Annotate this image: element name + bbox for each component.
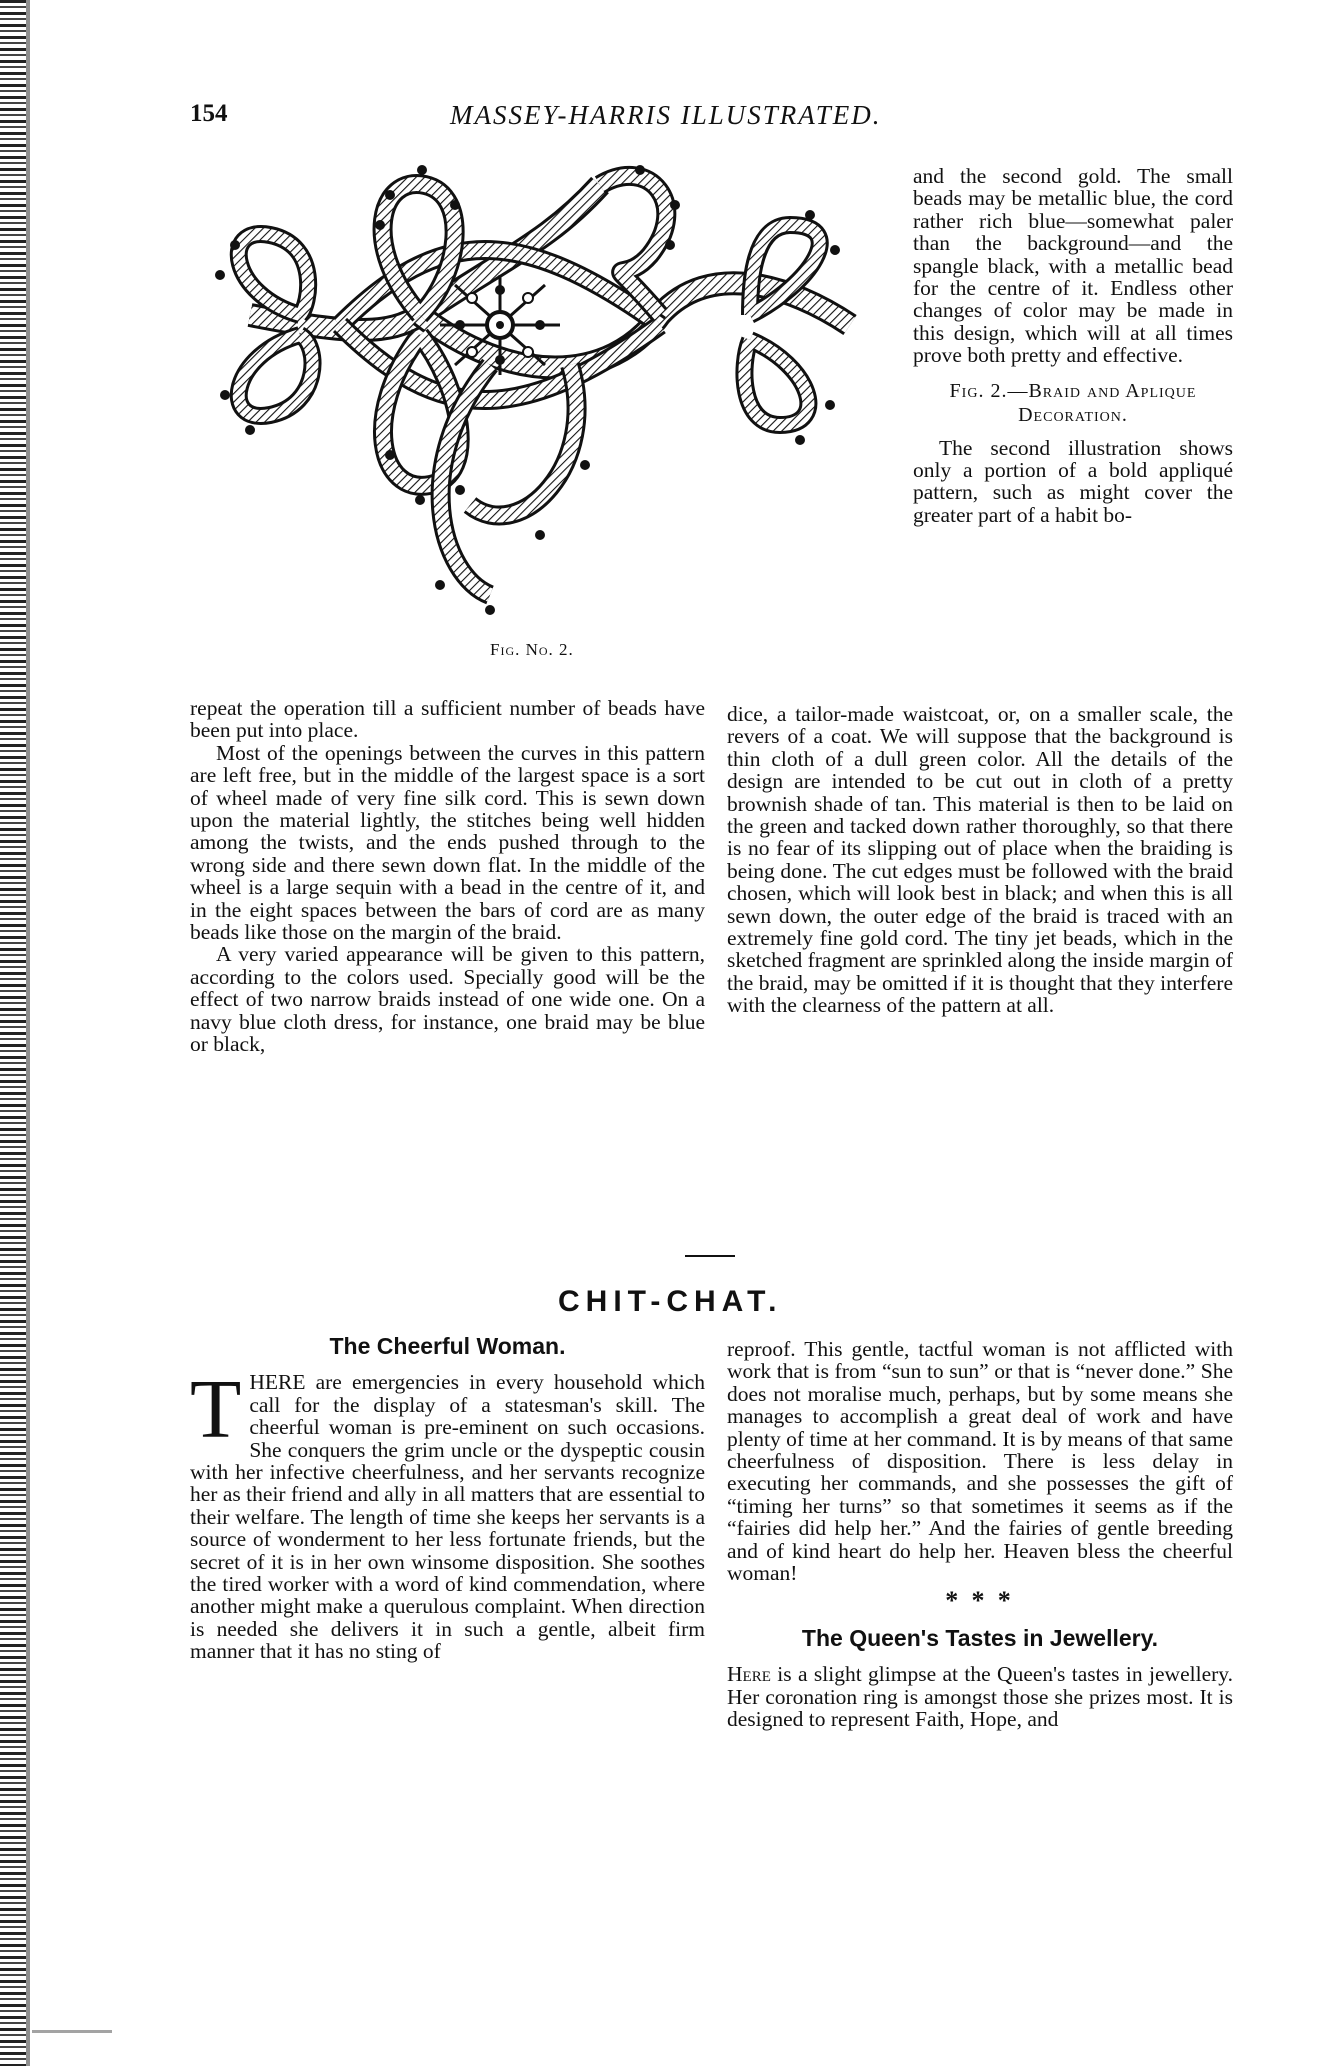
scan-artifact	[32, 2030, 112, 2033]
paragraph: Most of the openings between the curves in this pattern are left free, but in the middle of the largest space is a sort of wheel made of very fine silk cord. This is sewn down upon the material lightly, the stitches being well hidden among the twists, and the ends pushed through to the wrong side and there sewn down flat. In the middle of the wheel is a large sequin with a bead in the centre of it, and in the eight spaces between the bars of cord are as many beads like those on the margin of the braid.	[190, 740, 705, 945]
paragraph	[190, 1363, 705, 1664]
section-divider	[685, 1255, 735, 1257]
column-top-right-continued	[727, 703, 1233, 1017]
figure-caption: Fig. 2.—Braid and Aplique Decoration.	[949, 379, 1197, 426]
column-bottom-left	[190, 1335, 705, 1663]
drop-cap: T	[190, 1363, 242, 1457]
page-number: 154	[190, 100, 228, 127]
paragraph: dice, a tailor-made waistcoat, or, on a smaller scale, the revers of a coat. We will suppose that the background is thin cloth of a dull green color. All the details of the design are intended to be cut out in cloth of a pretty brownish shade of tan. This material is then to be laid on the green and tacked down rather thoroughly, so that there is no fear of its slipping out of place when the braiding is being done. The cut edges must be followed with the braid chosen, which will look best in black; and when this is all sewn down, the outer edge of the braid is traced with an extremely fine gold cord. The tiny jet beads, which in the sketched fragment are sprinkled along the inside margin of the braid, may be omitted if it is thought that they interfere with the clearness of the pattern at all.	[727, 702, 1233, 1018]
running-title: MASSEY-HARRIS ILLUSTRATED.	[450, 100, 882, 130]
section-title: CHIT-CHAT.	[558, 1285, 783, 1318]
centre-bead	[496, 321, 504, 329]
column-top-right	[913, 165, 1233, 526]
article-heading: The Queen's Tastes in Jewellery.	[801, 1624, 1159, 1651]
column-bottom-right	[727, 1338, 1233, 1731]
braid-pattern-illustration	[190, 165, 910, 645]
paragraph: and the second gold. The small beads may be metallic blue, the cord rather rich blue—somewhat paler than the background—and the spangle black, with a metallic bead for the centre of it. Endless other changes of color may be made in this design, which will at all times prove both pretty and effective.	[913, 164, 1233, 368]
figure-label: Fig. No. 2.	[490, 640, 574, 659]
page-header	[190, 100, 950, 140]
binding-shadow	[26, 0, 30, 2066]
article-text: HERE are emergencies in every household which call for the display of a statesman's skill. The cheerful woman is pre-eminent on such occasions. She conquers the grim uncle or the dyspeptic cousin with her infective cheerfulness, and her servants recognize her as their friend and ally in all matters that are essential to their welfare. The length of time she keeps her servants is a source of wonderment to her less fortunate friends, but the secret of it is in her own winsome disposition. She soothes the tired worker with a word of kind commendation, where another might make a querulous complaint. When direction is needed she delivers it in such a gentle, albeit firm manner that it has no sting of	[190, 1370, 705, 1664]
binding-edge	[0, 0, 26, 2066]
paragraph	[727, 1663, 1233, 1730]
article-text: is a slight glimpse at the Queen's tastes in jewellery. Her coronation ring is amongst those she prizes most. It is designed to represent Faith, Hope, and	[727, 1662, 1233, 1732]
paragraph: A very varied appearance will be given to this pattern, according to the colors used. Specially good will be the effect of two narrow braids instead of one wide one. On a navy blue cloth dress, for instance, one braid may be blue or black,	[190, 942, 705, 1057]
lead-word: Here	[727, 1662, 771, 1687]
column-top-left	[190, 697, 705, 1056]
article-heading: The Cheerful Woman.	[329, 1333, 566, 1359]
braid-pattern-svg	[190, 165, 910, 645]
asterism: * * *	[945, 1586, 1015, 1616]
paragraph: repeat the operation till a sufficient number of beads have been put into place.	[190, 696, 705, 743]
paragraph: reproof. This gentle, tactful woman is not afflicted with work that is from “sun to sun” or that is “never done.” She does not moralise much, perhaps, but by some means she manages to accomplish a great deal of work and have plenty of time at her command. It is by means of that same cheerfulness of disposition. There is less delay in executing her commands, and she possesses the gift of “timing her turns” so that sometimes it seems as if the “fairies did help her.” And the fairies of gentle breeding and of kind heart do help her. Heaven bless the cheerful woman!	[727, 1337, 1233, 1586]
paragraph: The second illustration shows only a portion of a bold appliqué pattern, such as might cover the greater part of a habit bo-	[913, 435, 1233, 527]
